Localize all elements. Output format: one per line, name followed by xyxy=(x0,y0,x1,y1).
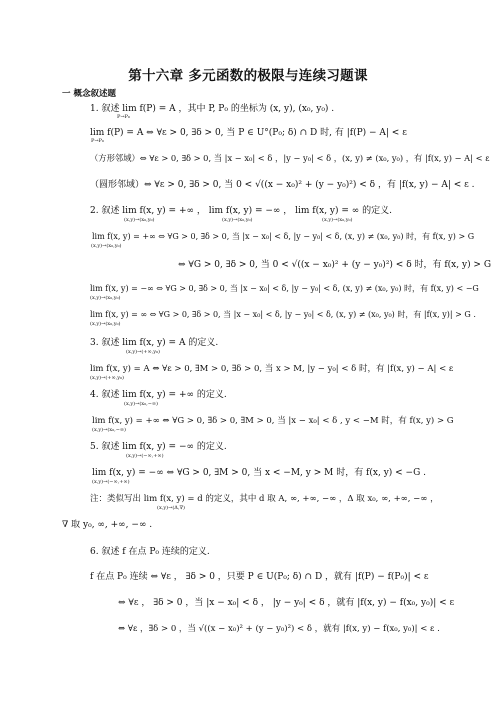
limit-subscript: (x,y)→(x₀,y₀) xyxy=(124,217,155,223)
limit-subscript: (x,y)→(x₀,y₀) xyxy=(90,321,121,327)
limit-subscript: (x,y)→(Δ,∇) xyxy=(157,505,185,511)
item-1-round-nbhd: （圆形邻域）⇔ ∀ε > 0, ∃δ > 0, 当 0 < √((x − x₀)² + (y − y₀)²) < δ ，有 |f(x, y) − A| < ε . xyxy=(90,180,475,190)
limit-subscript: (x,y)→(−∞,+∞) xyxy=(126,453,164,459)
item-4-definition: lim f(x, y) = +∞ ⇔ ∀G > 0, ∃δ > 0, ∃M > 0, 当 |x − x₀| < δ , y < −M 时，有 f(x, y) > G xyxy=(92,416,454,426)
limit-subscript: (x,y)→(x₀,y₀) xyxy=(222,217,253,223)
limit-subscript: (x,y)→(−∞,+∞) xyxy=(92,479,130,485)
item-1-square-nbhd: （方形邻域）⇔ ∀ε > 0, ∃δ > 0, 当 |x − x₀| < δ ，|y − y₀| < δ ，(x, y) ≠ (x₀, y₀) ，有 |f(x, y) − A| < ε xyxy=(90,153,490,163)
page-title: 第十六章 多元函数的极限与连续习题课 xyxy=(128,68,368,84)
item-6-round-form: ⇔ ∀ε ，∃δ > 0 ，当 √((x − x₀)² + (y − y₀)²) < δ ，就有 |f(x, y) − f(x₀, y₀)| < ε . xyxy=(118,624,440,634)
limit-subscript: P→P₀ xyxy=(91,138,104,144)
item-3-definition: lim f(x, y) = A ⇔ ∀ε > 0, ∃M > 0, ∃δ > 0, 当 x > M, |y − y₀| < δ 时，有 |f(x, y) − A| < ε xyxy=(90,364,454,374)
item-2-infinity: lim f(x, y) = ∞ ⇔ ∀G > 0, ∃δ > 0, 当 |x − x₀| < δ, |y − y₀| < δ, (x, y) ≠ (x₀, y₀) 时，有 |f(x, y)| > G . xyxy=(90,310,476,319)
item-2-plus-infinity-round: ⇔ ∀G > 0, ∃δ > 0, 当 0 < √((x − x₀)² + (y − y₀)²) < δ 时，有 f(x, y) > G xyxy=(178,260,492,270)
item-6-square-form: ⇔ ∀ε ， ∃δ > 0 ，当 |x − x₀| < δ ， |y − y₀| < δ ，就有 |f(x, y) − f(x₀, y₀)| < ε xyxy=(118,598,455,608)
item-1-prompt: 1. 叙述 lim f(P) = A ，其中 P, P₀ 的坐标为 (x, y), (x₀, y₀) . xyxy=(90,104,335,114)
note-line-1: 注：类似写出 lim f(x, y) = d 的定义，其中 d 取 A, ∞, +∞, −∞ ，Δ 取 x₀, ∞, +∞, −∞ ， xyxy=(90,494,439,504)
item-1-definition: lim f(P) = A ⇔ ∀ε > 0, ∃δ > 0, 当 P ∈ U°(P₀; δ) ∩ D 时, 有 |f(P) − A| < ε xyxy=(90,128,407,138)
item-6-prompt: 6. 叙述 f 在点 P₀ 连续的定义. xyxy=(90,547,210,557)
limit-subscript: (x,y)→(+∞,y₀) xyxy=(90,375,124,381)
limit-subscript: (x,y)→(+∞,y₀) xyxy=(126,349,160,355)
item-5-prompt: 5. 叙述 lim f(x, y) = −∞ 的定义. xyxy=(90,442,227,452)
item-6-definition: f 在点 P₀ 连续 ⇔ ∀ε ， ∃δ > 0 ，只要 P ∈ U(P₀; δ) ∩ D ，就有 |f(P) − f(P₀)| < ε xyxy=(90,572,429,582)
item-2-prompt: 2. 叙述 lim f(x, y) = +∞ ， lim f(x, y) = −∞ ， lim f(x, y) = ∞ 的定义. xyxy=(90,206,392,216)
item-5-definition: lim f(x, y) = −∞ ⇔ ∀G > 0, ∃M > 0, 当 x < −M, y > M 时，有 f(x, y) < −G . xyxy=(92,468,427,478)
limit-subscript: (x,y)→(x₀,y₀) xyxy=(91,243,122,249)
limit-subscript: (x,y)→(x₀,y₀) xyxy=(90,295,121,301)
limit-subscript: (x,y)→(x₀,−∞) xyxy=(124,401,158,407)
note-line-2: ∇ 取 y₀, ∞, +∞, −∞ . xyxy=(62,520,153,530)
limit-subscript: (x,y)→(x₀,−∞) xyxy=(92,427,126,433)
item-4-prompt: 4. 叙述 lim f(x, y) = +∞ 的定义. xyxy=(90,390,227,400)
item-2-minus-infinity: lim f(x, y) = −∞ ⇔ ∀G > 0, ∃δ > 0, 当 |x − x₀| < δ, |y − y₀| < δ, (x, y) ≠ (x₀, y₀) 时，有 f(x, y) < −G xyxy=(90,284,479,293)
item-2-plus-infinity: lim f(x, y) = +∞ ⇔ ∀G > 0, ∃δ > 0, 当 |x − x₀| < δ, |y − y₀| < δ, (x, y) ≠ (x₀, y₀) 时，有 f(x, y) > G xyxy=(92,232,475,241)
limit-subscript: (x,y)→(x₀,y₀) xyxy=(322,217,353,223)
limit-subscript: P→P₀ xyxy=(117,114,130,120)
section-heading: 一 概念叙述题 xyxy=(62,89,116,99)
item-3-prompt: 3. 叙述 lim f(x, y) = A 的定义. xyxy=(90,338,219,348)
